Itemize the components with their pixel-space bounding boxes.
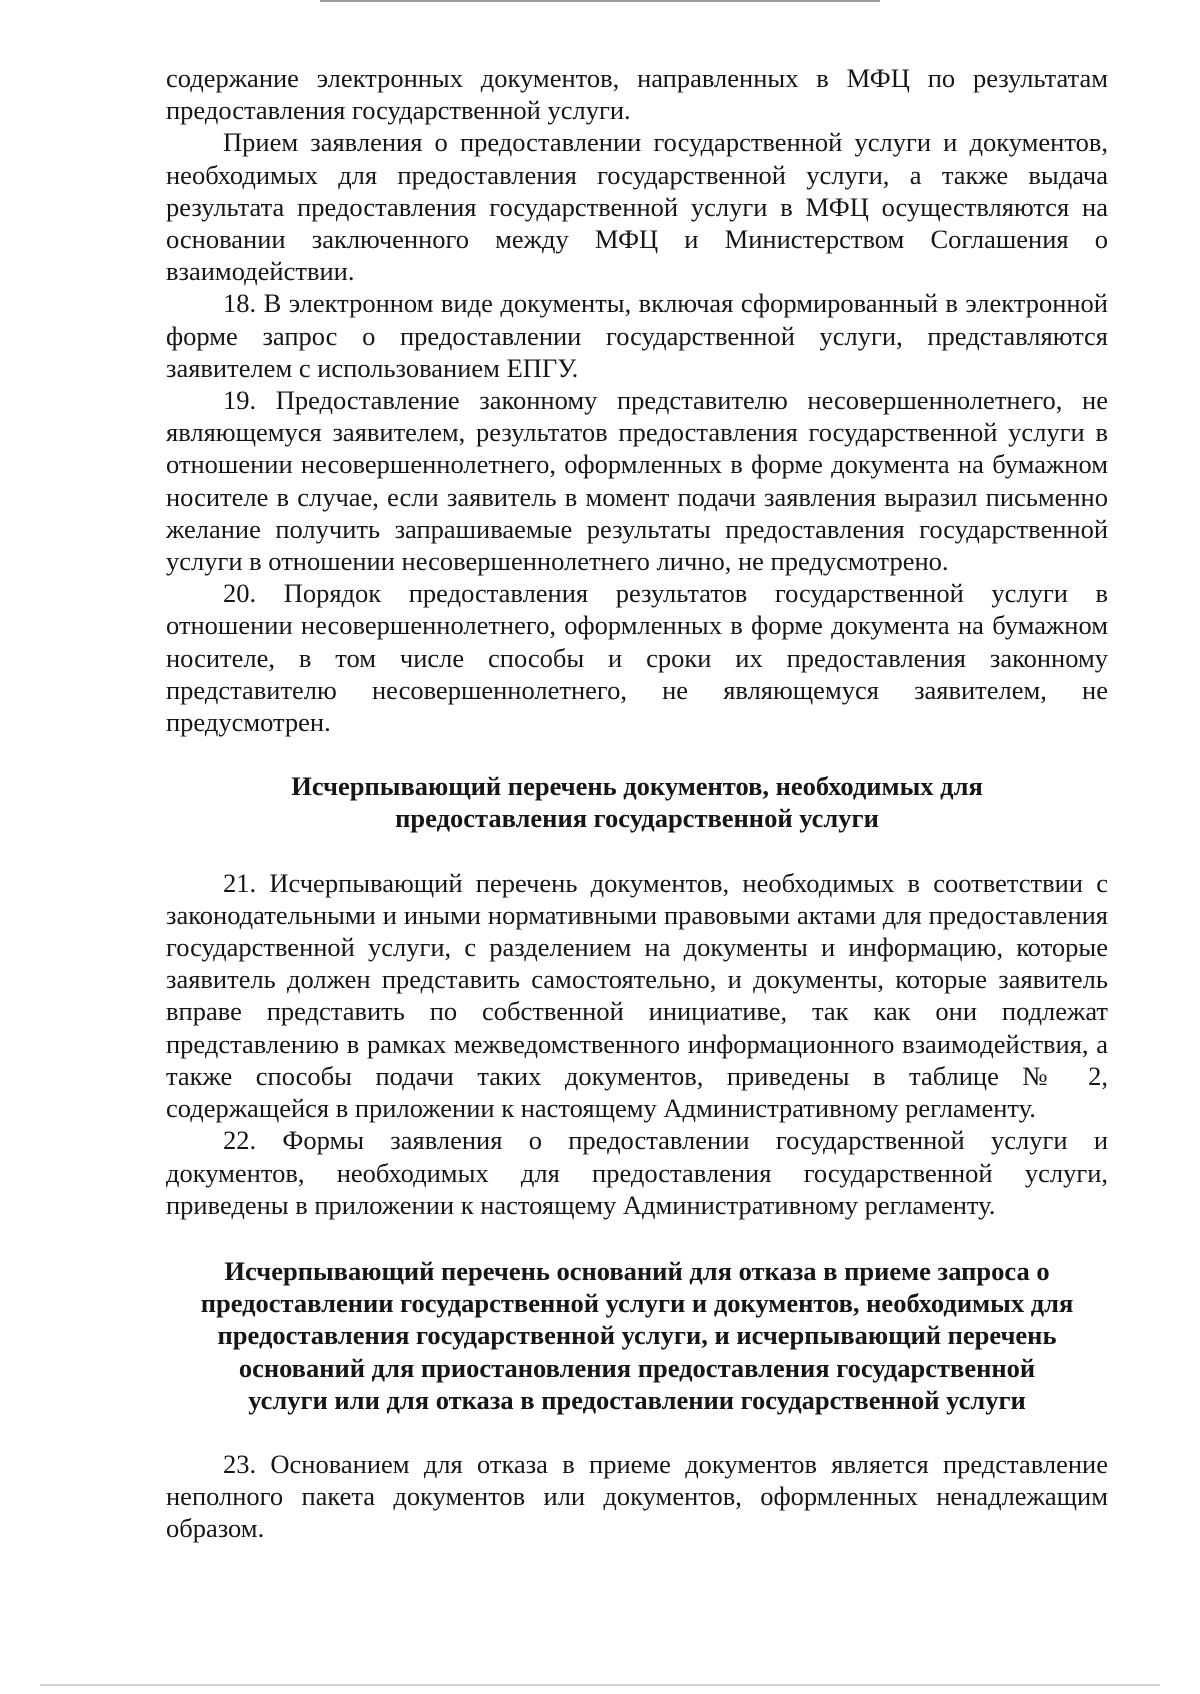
document-page: [166, 62, 1108, 1545]
paragraph-18: 18. В электронном виде документы, включая сформированный в электронной форме запрос о предоставлении государственной услуги, представляются заявителем с использованием ЕПГУ.: [166, 288, 1108, 383]
section-gap: [166, 1416, 1108, 1448]
scan-edge-bottom: [40, 1684, 1160, 1686]
section-gap: [166, 835, 1108, 867]
paragraph-reception: Прием заявления о предоставлении государственной услуги и документов, необходимых для предоставления государственной услуги, а также выдача результата предоставления государственной услуги в МФЦ осуществляются на основании заключенного между МФЦ и Министерством Соглашения о взаимодействии.: [166, 127, 1108, 287]
heading-line: оснований для приостановления предоставления государственной: [238, 1352, 1036, 1383]
paragraph-21: 21. Исчерпывающий перечень документов, необходимых в соответствии с законодательными и иными нормативными правовыми актами для предоставления государственной услуги, с разделением на документы и информацию, которые заявитель должен представить самостоятельно, и документы, которые заявитель вправе представить по собственной инициативе, так как они подлежат представлению в рамках межведомственного информационного взаимодействия, а также способы подачи таких документов, приведены в таблице № 2, содержащейся в приложении к настоящему Административному регламенту.: [166, 867, 1108, 1124]
heading-line: предоставления государственной услуги, и исчерпывающий перечень: [217, 1320, 1057, 1351]
paragraph-20: 20. Порядок предоставления результатов государственной услуги в отношении несовершеннолетнего, оформленных в форме документа на бумажном носителе, в том числе способы и сроки их предоставления законному представителю несовершеннолетнего, не являющемуся заявителем, не предусмотрен.: [166, 578, 1108, 738]
paragraph-19: 19. Предоставление законному представителю несовершеннолетнего, не являющемуся заявителем, результатов предоставления государственной услуги в отношении несовершеннолетнего, оформленных в форме документа на бумажном носителе в случае, если заявитель в момент подачи заявления выразил письменно желание получить запрашиваемые результаты предоставления государственной услуги в отношении несовершеннолетнего лично, не предусмотрено.: [166, 385, 1108, 577]
paragraph-continuation: содержание электронных документов, направленных в МФЦ по результатам предоставления государственной услуги.: [166, 63, 1108, 126]
heading-line: Исчерпывающий перечень документов, необходимых для: [291, 771, 983, 802]
section-gap: [166, 738, 1108, 770]
paragraph-23: 23. Основанием для отказа в приеме документов является представление неполного пакета документов или документов, оформленных ненадлежащим образом.: [166, 1448, 1108, 1544]
paragraph-22: 22. Формы заявления о предоставлении государственной услуги и документов, необходимых для предоставления государственной услуги, приведены в приложении к настоящему Административному регламенту.: [166, 1125, 1108, 1220]
heading-line: услуги или для отказа в предоставлении государственной услуги: [248, 1384, 1026, 1415]
heading-line: Исчерпывающий перечень оснований для отказа в приеме запроса о: [224, 1255, 1050, 1286]
section-heading-documents: [166, 770, 1108, 834]
heading-line: предоставления государственной услуги: [395, 803, 879, 834]
heading-line: предоставлении государственной услуги и документов, необходимых для: [200, 1288, 1074, 1319]
section-gap: [166, 1221, 1108, 1255]
section-heading-refusal-grounds: [166, 1255, 1108, 1416]
scan-edge-top: [320, 0, 880, 2]
